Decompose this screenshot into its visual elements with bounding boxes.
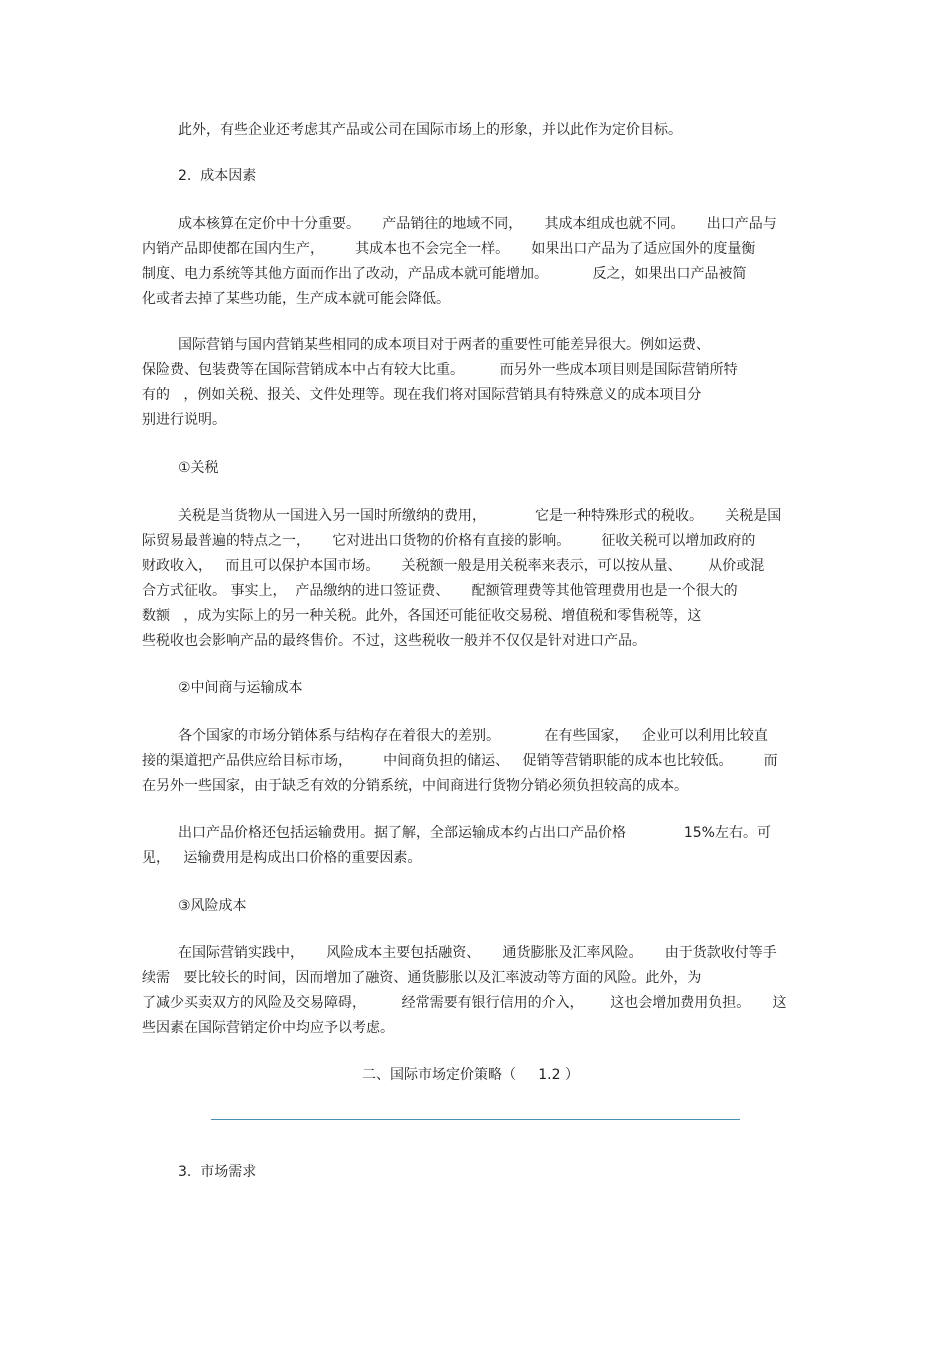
tariff-paragraph-line: 合方式征收。 事实上， 产品缴纳的进口签证费、 配额管理费等其他管理费用也是一个很大的 — [142, 583, 738, 599]
items-paragraph-line: 国际营销与国内营销某些相同的成本项目对于两者的重要性可能差异很大。例如运费、 — [178, 337, 710, 353]
cost-paragraph-line: 化或者去掉了某些功能，生产成本就可能会降低。 — [142, 291, 450, 307]
divider-line — [211, 1119, 740, 1120]
tariff-paragraph-line: 数额 ，成为实际上的另一种关税。此外，各国还可能征收交易税、增值税和零售税等，这 — [142, 608, 702, 624]
heading-risk: ③风险成本 — [178, 898, 247, 914]
section-title: 二、国际市场定价策略（ 1.2 ） — [362, 1067, 579, 1083]
items-paragraph-line: 保险费、包装费等在国际营销成本中占有较大比重。 而另外一些成本项目则是国际营销所特 — [142, 362, 738, 378]
risk-paragraph-line: 了减少买卖双方的风险及交易障碍， 经常需要有银行信用的介入， 这也会增加费用负担。 这 — [142, 995, 787, 1011]
heading-middleman: ②中间商与运输成本 — [178, 680, 303, 696]
risk-paragraph-line: 些因素在国际营销定价中均应予以考虑。 — [142, 1020, 394, 1036]
tariff-paragraph-line: 些税收也会影响产品的最终售价。不过，这些税收一般并不仅仅是针对进口产品。 — [142, 633, 646, 649]
items-paragraph-line: 有的 ，例如关税、报关、文件处理等。现在我们将对国际营销具有特殊意义的成本项目分 — [142, 387, 702, 403]
items-paragraph-line: 别进行说明。 — [142, 412, 226, 428]
cost-paragraph-line: 成本核算在定价中十分重要。 产品销往的地域不同， 其成本组成也就不同。 出口产品与 — [178, 216, 777, 232]
tariff-paragraph-line: 关税是当货物从一国进入另一国时所缴纳的费用， 它是一种特殊形式的税收。 关税是国 — [178, 508, 782, 524]
risk-paragraph-line: 续需 要比较长的时间，因而增加了融资、通货膨胀以及汇率波动等方面的风险。此外，为 — [142, 970, 702, 986]
tariff-paragraph-line: 财政收入， 而且可以保护本国市场。 关税额一般是用关税率来表示，可以按从量、 从价或混 — [142, 558, 765, 574]
heading-market-demand: 3. 市场需求 — [178, 1164, 257, 1180]
risk-paragraph-line: 在国际营销实践中， 风险成本主要包括融资、 通货膨胀及汇率风险。 由于货款收付等手 — [178, 945, 777, 961]
transport-paragraph-line: 见， 运输费用是构成出口价格的重要因素。 — [142, 850, 422, 866]
cost-paragraph-line: 制度、电力系统等其他方面而作出了改动，产品成本就可能增加。 反之，如果出口产品被简 — [142, 266, 747, 282]
middleman-paragraph-line: 接的渠道把产品供应给目标市场， 中间商负担的储运、 促销等营销职能的成本也比较低。 而 — [142, 753, 778, 769]
middleman-paragraph-line: 在另外一些国家，由于缺乏有效的分销系统，中间商进行货物分销必须负担较高的成本。 — [142, 778, 688, 794]
heading-cost-factors: 2. 成本因素 — [178, 168, 257, 184]
heading-tariff: ①关税 — [178, 460, 219, 476]
transport-paragraph-line: 出口产品价格还包括运输费用。据了解，全部运输成本约占出口产品价格 15%左右。可 — [178, 825, 771, 841]
middleman-paragraph-line: 各个国家的市场分销体系与结构存在着很大的差别。 在有些国家， 企业可以利用比较直 — [178, 728, 768, 744]
tariff-paragraph-line: 际贸易最普遍的特点之一， 它对进出口货物的价格有直接的影响。 征收关税可以增加政府的 — [142, 533, 756, 549]
intro-paragraph: 此外，有些企业还考虑其产品或公司在国际市场上的形象，并以此作为定价目标。 — [178, 122, 682, 138]
cost-paragraph-line: 内销产品即使都在国内生产， 其成本也不会完全一样。 如果出口产品为了适应国外的度量衡 — [142, 241, 756, 257]
